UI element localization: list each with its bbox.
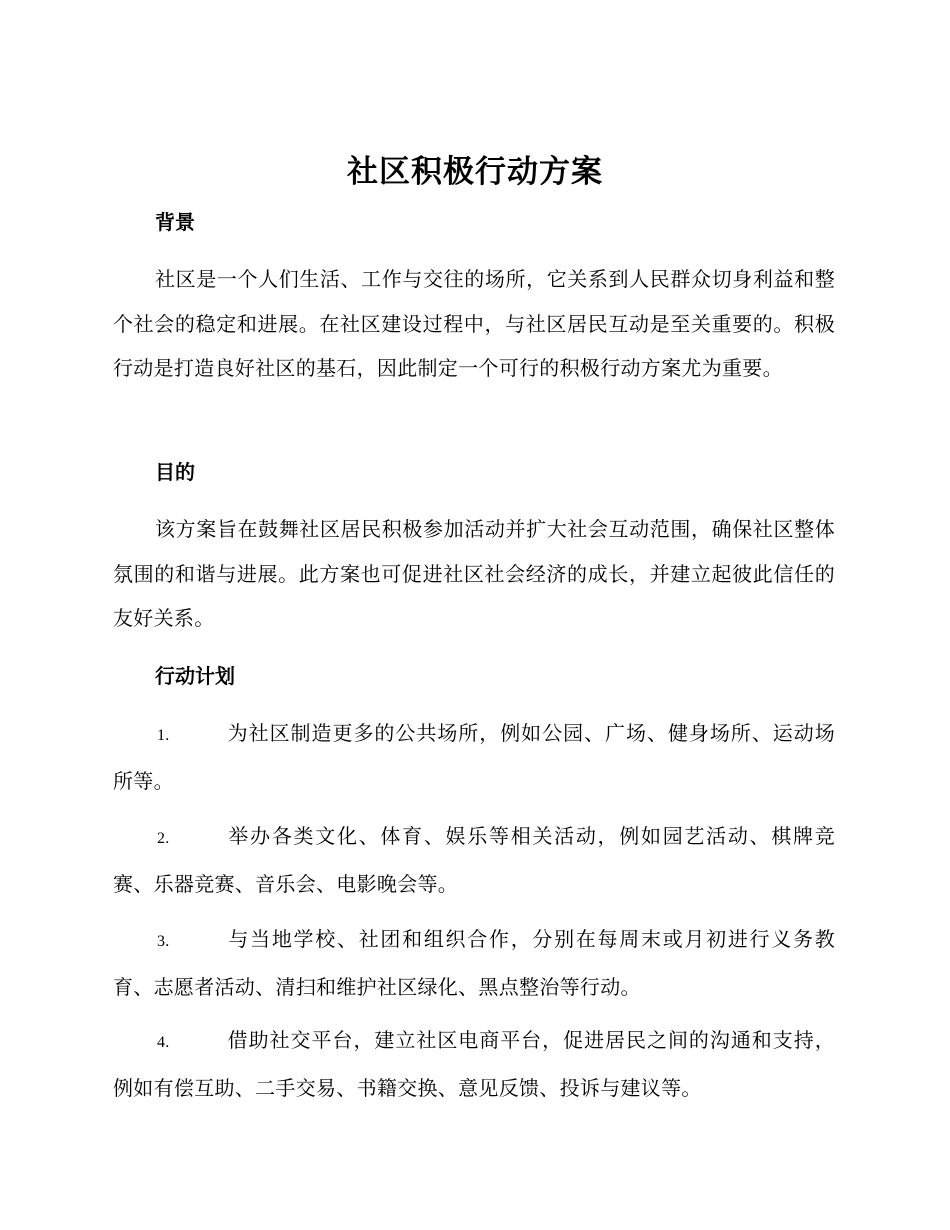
- list-item: [113, 1018, 835, 1110]
- list-item-number: 3.: [157, 933, 170, 950]
- list-item-text: 借助社交平台，建立社区电商平台，促进居民之间的沟通和支持，例如有偿互助、二手交易、书籍交换、意见反馈、投诉与建议等。: [113, 1028, 835, 1100]
- list-item: [113, 917, 835, 1009]
- list-item-text: 为社区制造更多的公共场所，例如公园、广场、健身场所、运动场所等。: [113, 721, 835, 793]
- document-title: 社区积极行动方案: [347, 154, 603, 190]
- list-item: [113, 814, 835, 906]
- list-item: [113, 711, 835, 803]
- list-item-number: 4.: [157, 1034, 170, 1051]
- list-item-number: 1.: [157, 727, 170, 744]
- list-item-text: 与当地学校、社团和组织合作，分别在每周末或月初进行义务教育、志愿者活动、清扫和维护社区绿化、黑点整治等行动。: [113, 927, 835, 999]
- section-heading-action-plan: 行动计划: [155, 664, 235, 688]
- section-paragraph-purpose: 该方案旨在鼓舞社区居民积极参加活动并扩大社会互动范围，确保社区整体氛围的和谐与进展。此方案也可促进社区社会经济的成长，并建立起彼此信任的友好关系。: [113, 517, 835, 630]
- list-item-number: 2.: [157, 830, 170, 847]
- section-paragraph-background: 社区是一个人们生活、工作与交往的场所，它关系到人民群众切身利益和整个社会的稳定和进展。在社区建设过程中，与社区居民互动是至关重要的。积极行动是打造良好社区的基石，因此制定一个可行的积极行动方案尤为重要。: [113, 267, 835, 380]
- section-heading-background: 背景: [155, 210, 195, 234]
- section-heading-purpose: 目的: [155, 460, 195, 484]
- list-item-text: 举办各类文化、体育、娱乐等相关活动，例如园艺活动、棋牌竞赛、乐器竞赛、音乐会、电影晚会等。: [113, 824, 835, 896]
